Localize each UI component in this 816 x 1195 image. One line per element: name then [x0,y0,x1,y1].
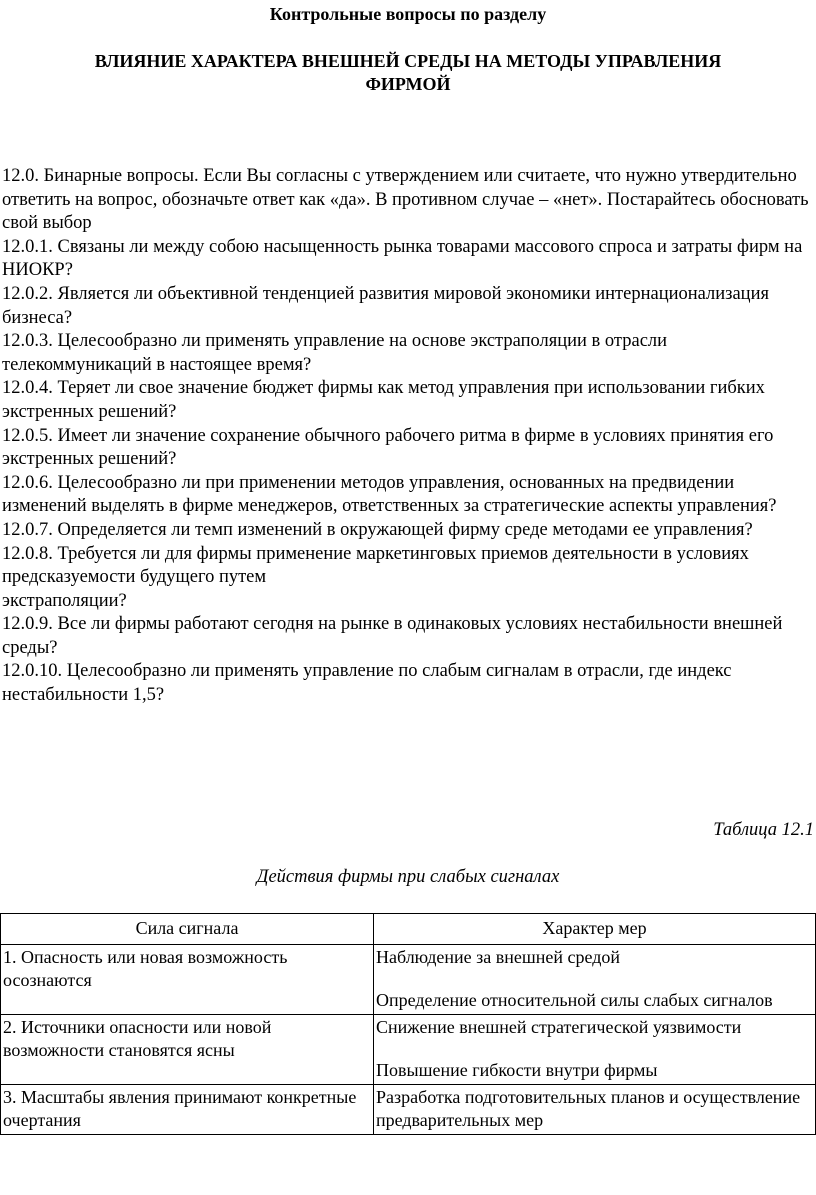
table-row [1,1015,816,1085]
measure-item: Повышение гибкости внутри фирмы [376,1060,658,1080]
measures-cell [374,1085,816,1135]
questions-block [2,165,814,708]
table-row [1,1085,816,1135]
measure-item: Разработка подготовительных планов и осуществление предварительных мер [376,1087,801,1130]
signal-strength-cell: 1. Опасность или новая возможность осознаются [1,945,374,1015]
measures-cell [374,1015,816,1085]
header-measures: Характер мер [374,914,816,945]
question-item: 12.0.1. Связаны ли между собою насыщенность рынка товарами массового спроса и затраты фирм на НИОКР? [2,236,803,281]
question-item: 12.0.2. Является ли объективной тенденцией развития мировой экономики интернационализация бизнеса? [2,283,769,328]
question-item: 12.0.9. Все ли фирмы работают сегодня на рынке в одинаковых условиях нестабильности внешней среды? [2,614,783,658]
section-subtitle [0,50,816,96]
measure-item: Снижение внешней стратегической уязвимости [376,1017,742,1037]
subtitle-line-1: ВЛИЯНИЕ ХАРАКТЕРА ВНЕШНЕЙ СРЕДЫ НА МЕТОДЫ УПРАВЛЕНИЯ [94,51,722,71]
signal-strength-cell: 2. Источники опасности или новой возможности становятся ясны [1,1015,374,1085]
question-item: 12.0.4. Теряет ли свое значение бюджет фирмы как метод управления при использовании гибких экстренных решений? [2,378,765,422]
table-title: Действия фирмы при слабых сигналах [256,867,560,887]
section-title: Контрольные вопросы по разделу [269,4,547,24]
measure-item: Определение относительной силы слабых сигналов [376,990,773,1010]
table-header-row [1,914,816,945]
question-item: 12.0.6. Целесообразно ли при применении методов управления, основанных на предвидении изменений выделять в фирме менеджеров, ответственных за стратегические аспекты управления? [2,472,777,517]
table-row [1,945,816,1015]
header-signal-strength: Сила сигнала [1,914,374,945]
signal-strength-cell: 3. Масштабы явления принимают конкретные очертания [1,1085,374,1135]
signals-table [0,913,816,1135]
question-item: 12.0.5. Имеет ли значение сохранение обычного рабочего ритма в фирме в условиях принятия его экстренных решений? [2,425,774,470]
table-label: Таблица 12.1 [713,820,814,840]
question-item: 12.0.8. Требуется ли для фирмы применение маркетинговых приемов деятельности в условиях предсказуемости будущего путем [2,543,749,588]
question-item: 12.0.10. Целесообразно ли применять управление по слабым сигналам в отрасли, где индекс нестабильности 1,5? [2,661,732,706]
question-item: 12.0.7. Определяется ли темп изменений в окружающей фирму среде методами ее управления? [2,519,753,540]
measure-item: Наблюдение за внешней средой [376,947,620,967]
intro-paragraph: 12.0. Бинарные вопросы. Если Вы согласны с утверждением или считаете, что нужно утвердительно ответить на вопрос, обозначьте ответ как «да». В противном случае – «нет». Постарайтесь обосновать свой выбор [2,166,809,234]
question-item-continuation: экстраполяции? [2,590,127,611]
measures-cell [374,945,816,1015]
question-item: 12.0.3. Целесообразно ли применять управление на основе экстраполяции в отрасли телекоммуникаций в настоящее время? [2,331,668,375]
subtitle-line-2: ФИРМОЙ [365,74,451,94]
